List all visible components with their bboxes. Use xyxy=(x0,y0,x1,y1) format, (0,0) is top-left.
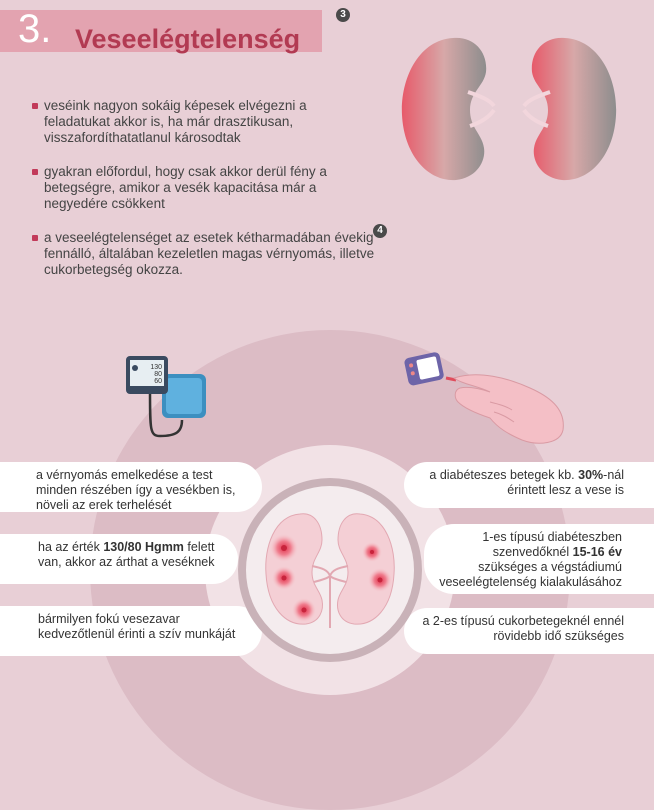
bullet-item: a veseelégtelenséget az esetek kétharmadában évekig fennálló, általában kezeletlen magas vérnyomás, illetve cukorbetegség okozza. xyxy=(32,230,379,278)
bp-reading-systolic: 130 xyxy=(150,364,162,371)
fact-text: a 2-es típusú cukorbetegeknél ennél rövidebb idő szükséges xyxy=(422,614,624,643)
fact-text: ha az érték xyxy=(38,540,104,554)
bp-reading-pulse: 60 xyxy=(154,378,162,385)
right-kidney-icon xyxy=(532,38,616,180)
blood-pressure-monitor-icon xyxy=(120,350,210,445)
fact-card-left xyxy=(0,462,262,512)
section-number: 3. xyxy=(18,7,52,51)
fact-card-right xyxy=(404,608,654,654)
fact-text: a diabéteszes betegek kb. xyxy=(429,468,579,482)
fact-text: -nál érintett lesz a vese is xyxy=(507,468,624,497)
fact-text: szükséges a végstádiumú veseelégtelenség kialakulásához xyxy=(439,560,622,589)
fact-highlight: 130/80 Hgmm xyxy=(103,540,184,554)
fact-card-left xyxy=(0,606,262,656)
fact-card-left xyxy=(0,534,238,584)
fact-text: bármilyen fokú vesezavar kedvezőtlenül érinti a szív munkáját xyxy=(38,612,236,641)
fact-highlight: 15-16 év xyxy=(572,545,622,559)
fact-card-right xyxy=(404,462,654,508)
fact-text: 1-es típusú diabéteszben szenvedőknél xyxy=(482,530,622,559)
bullet-item: gyakran előfordul, hogy csak akkor derül fény a betegségre, amikor a vesék kapacitása már a negyedére csökkent xyxy=(32,164,344,212)
glucose-meter-icon xyxy=(398,348,568,448)
bullet-item: veséink nagyon sokáig képesek elvégezni a feladatukat akkor is, ha már drasztikusan, visszafordíthatatlanul károsodtak xyxy=(32,98,334,146)
bullet-list xyxy=(32,98,392,291)
kidneys-illustration xyxy=(398,30,620,190)
reference-badge: 3 xyxy=(336,8,350,22)
fact-highlight: 30% xyxy=(578,468,604,482)
page-title: Veseelégtelenség xyxy=(75,24,301,54)
left-kidney-icon xyxy=(402,38,486,180)
fact-card-right xyxy=(424,524,654,594)
bp-reading-diastolic: 80 xyxy=(154,371,162,378)
fact-text: a vérnyomás emelkedése a test minden részében így a vesékben is, növeli az erek terhelését xyxy=(36,468,236,512)
damaged-kidneys-icon xyxy=(262,508,398,632)
fact-text: felett van, akkor az árthat a veséknek xyxy=(38,540,215,569)
reference-badge: 4 xyxy=(373,224,387,238)
